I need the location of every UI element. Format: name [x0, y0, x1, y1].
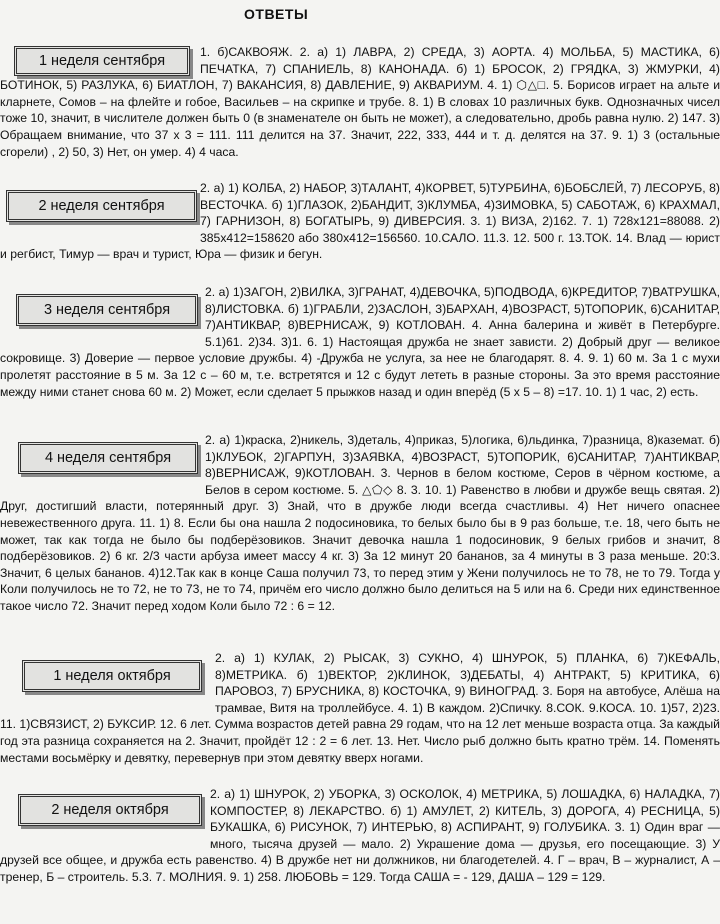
week-label: 2 неделя сентября	[6, 190, 197, 222]
answers-text: 2. а) 1) КОЛБА, 2) НАБОР, 3)ТАЛАНТ, 4)КОРВЕТ, 5)ТУРБИНА, 6)БОБСЛЕЙ, 7) ЛЕСОРУБ, 8) ВЕСТОЧКА. б) 1)ГЛАЗОК, 2)БАНДИТ, 3)КЛУМБА, 4)ЗИМОВКА, 5) САБОТАЖ, 6) КРАХМАЛ, 7) ГАРНИЗОН, 8) БОГАТЫРЬ, 9) ДИВЕРСИЯ. 3. 1) ВИЗА, 2)162. 7. 1) 728х121=88088. 2) 385х412=158620 або 380х412=156560. 10.САЛО. 11.3. 12. 500 г. 13.ТОК. 14. Влад — юрист и регбист, Тимур — врач и турист, Юра — физик и бегун.	[0, 181, 720, 262]
answers-text: 2. а) 1)ЗАГОН, 2)ВИЛКА, 3)ГРАНАТ, 4)ДЕВОЧКА, 5)ПОДВОДА, 6)КРЕДИТОР, 7)ВАТРУШКА, 8)ЛИСТОВКА. б) 1)ГРАБЛИ, 2)ЗАСЛОН, 3)БАРХАН, 4)ВОЗРАСТ, 5)ТОПОРИК, 6)САНИТАР, 7)АНТИКВАР, 8)ВЕРНИСАЖ, 9) КОТЛОВАН. 4. Анна балерина и живёт в Петербурге. 5.1)61. 2)34. 3)1. 6. 1) Настоящая дружба не знает зависти. 2) Добрый друг — великое сокровище. 3) Доверие — первое условие дружбы. 4) -Дружба не услуга, за нее не благодарят. 8. 4. 9. 1) 60 м. За 1 с мухи пролетят расстояние в 5 м. За 12 с – 60 м, т.е. встретятся и 12 с будут лететь в разные стороны. За это время расстояние между ними станет снова 60 м. 2) Может, если сделает 5 прыжков назад и один вперёд (5 х 5 – 8) =17. 10. 1) 1 час, 2) есть.	[0, 285, 720, 399]
answers-text: 1. б)САКВОЯЖ. 2. а) 1) ЛАВРА, 2) СРЕДА, 3) АОРТА. 4) МОЛЬБА, 5) МАСТИКА, 6) ПЕЧАТКА, 7) СПАНИЕЛЬ, 8) КАНОНАДА. б) 1) БРОСОК, 2) ГРЯДКА, 3) ЖМУРКИ, 4) БОТИНОК, 5) РАЗЛУКА, 6) БИАТЛОН, 7) ВАКАНСИЯ, 8) ДАВЛЕНИЕ, 9) АКВАРИУМ. 4. 1) ⬡△□. 5. Борисов играет на альте и кларнете, Сомов – на флейте и гобое, Васильев – на скрипке и трубе. 8. 1) В словах 10 различных букв. Однозначных чисел тоже 10, значит, в числителе должен быть 0 (в знаменателе он быть не может), а следовательно, дробь равна нулю. 2) 147. 3) Обращаем внимание, что 37 х 3 = 111. 111 делится на 37. Значит, 222, 333, 444 и т. д. делятся на 37. 9. 1) 3 (остальные сгорели) , 2) 50, 3) Нет, он умер. 4) 4 часа.	[0, 45, 720, 159]
section-week-2-september	[0, 180, 720, 282]
week-label: 2 неделя октября	[18, 794, 202, 826]
week-label: 1 неделя октября	[22, 660, 202, 692]
section-week-1-september	[0, 44, 720, 176]
section-week-4-september	[0, 432, 720, 648]
section-week-3-september	[0, 284, 720, 430]
section-week-1-october	[0, 650, 720, 784]
week-label: 3 неделя сентября	[16, 294, 198, 326]
week-label: 4 неделя сентября	[18, 442, 198, 474]
week-label: 1 неделя сентября	[14, 46, 190, 76]
section-week-2-october	[0, 786, 720, 922]
answers-text: 2. а) 1)краска, 2)никель, 3)деталь, 4)приказ, 5)логика, 6)льдинка, 7)разница, 8)каземат. б) 1)КЛУБОК, 2)ГАРПУН, 3)ЗАЯВКА, 4)ВОЗРАСТ, 5)ТОПОРИК, 6)САНИТАР, 7)АНТИКВАР, 8)ВЕРНИСАЖ, 9)КОТЛОВАН. 3. Чернов в белом костюме, Серов в чёрном костюме, а Белов в сером костюме. 5. △⬠◇ 8. 3. 10. 1) Равенство в любви и дружбе вещь святая. 2) Друг, достигший власти, потерянный друг. 3) Знай, что в дружбе люди всегда счастливы. 4) Нет ничего опаснее невежественного друга. 11. 1) 8. Если бы она нашла 2 подосиновика, то белых было бы в 9 раз больше, т.е. 18, чего быть не может, так как тогда не было бы подберёзовиков. Значит девочка нашла 1 подосиновик, 9 белых грибов и значит, 8 подберёзовиков. 2) 6 кг. 2/3 части арбуза имеет массу 4 кг. 3) За 12 минут 20 бананов, за 4 минуты в 3 раза меньше. 20:3. Значит, 6 целых бананов. 4)12.Так как в конце Саша получил 73, то перед этим у Жени получилось не то 78, не то 79. Тогда у Коли получилось не то 72, не то 73, не то 74, причём его число должно было делиться на 5 или на 6. Среди них единственное такое число 72. Значит перед ходом Коли было 72 : 6 = 12.	[0, 433, 720, 613]
answers-text: 2. а) 1) ШНУРОК, 2) УБОРКА, 3) ОСКОЛОК, 4) МЕТРИКА, 5) ЛОШАДКА, 6) НАЛАДКА, 7) КОМПОСТЕР, 8) ЛЕКАРСТВО. б) 1) АМУЛЕТ, 2) КИТЕЛЬ, 3) ДОРОГА, 4) РЕСНИЦА, 5) БУКАШКА, 6) РИСУНОК, 7) ИНТЕРЬЮ, 8) АСПИРАНТ, 9) ГОЛУБИКА. 3. 1) Один враг — много, тысяча друзей — мало. 2) Украшение дома — друзья, его посещающие. 3) У друзей все общее, и дружба есть равенство. 4) В дружбе нет ни должников, ни благодетелей. 4. Г – врач, В – журналист, А – тренер, Б – строитель. 5.3. 7. МОЛНИЯ. 9. 1) 258. ЛЮБОВЬ = 129. Тогда САША = - 129, ДАША – 129 = 129.	[0, 787, 720, 884]
page-title: ОТВЕТЫ	[244, 6, 309, 22]
answers-text: 2. а) 1) КУЛАК, 2) РЫСАК, 3) СУКНО, 4) ШНУРОК, 5) ПЛАНКА, 6) 7)КЕФАЛЬ, 8)МЕТРИКА. б) 1)ВЕКТОР, 2)КЛИНОК, 3)ДЕБАТЫ, 4) АНТРАКТ, 5) КРИТИКА, 6) ПАРОВОЗ, 7) БРУСНИКА, 8) КОСТОЧКА, 9) ВИНОГРАД. 3. Боря на автобусе, Алёша на трамвае, Витя на троллейбусе. 4. 1) В каждом. 2)Спичку. 8.СОК. 9.КОСА. 10. 1)57, 2)23. 11. 1)СВЯЗИСТ, 2) БУКСИР. 12. 6 лет. Сумма возрастов детей равна 29 годам, что на 12 лет меньше возраста отца. За каждый год эта разница сохраняется на 2. Значит, пройдёт 12 : 2 = 6 лет. 13. Нет. Число рыб должно быть кратно трём. 14. Поменять местами восьмёрку и девятку, перевернув при этом девятку вверх ногами.	[0, 651, 720, 765]
